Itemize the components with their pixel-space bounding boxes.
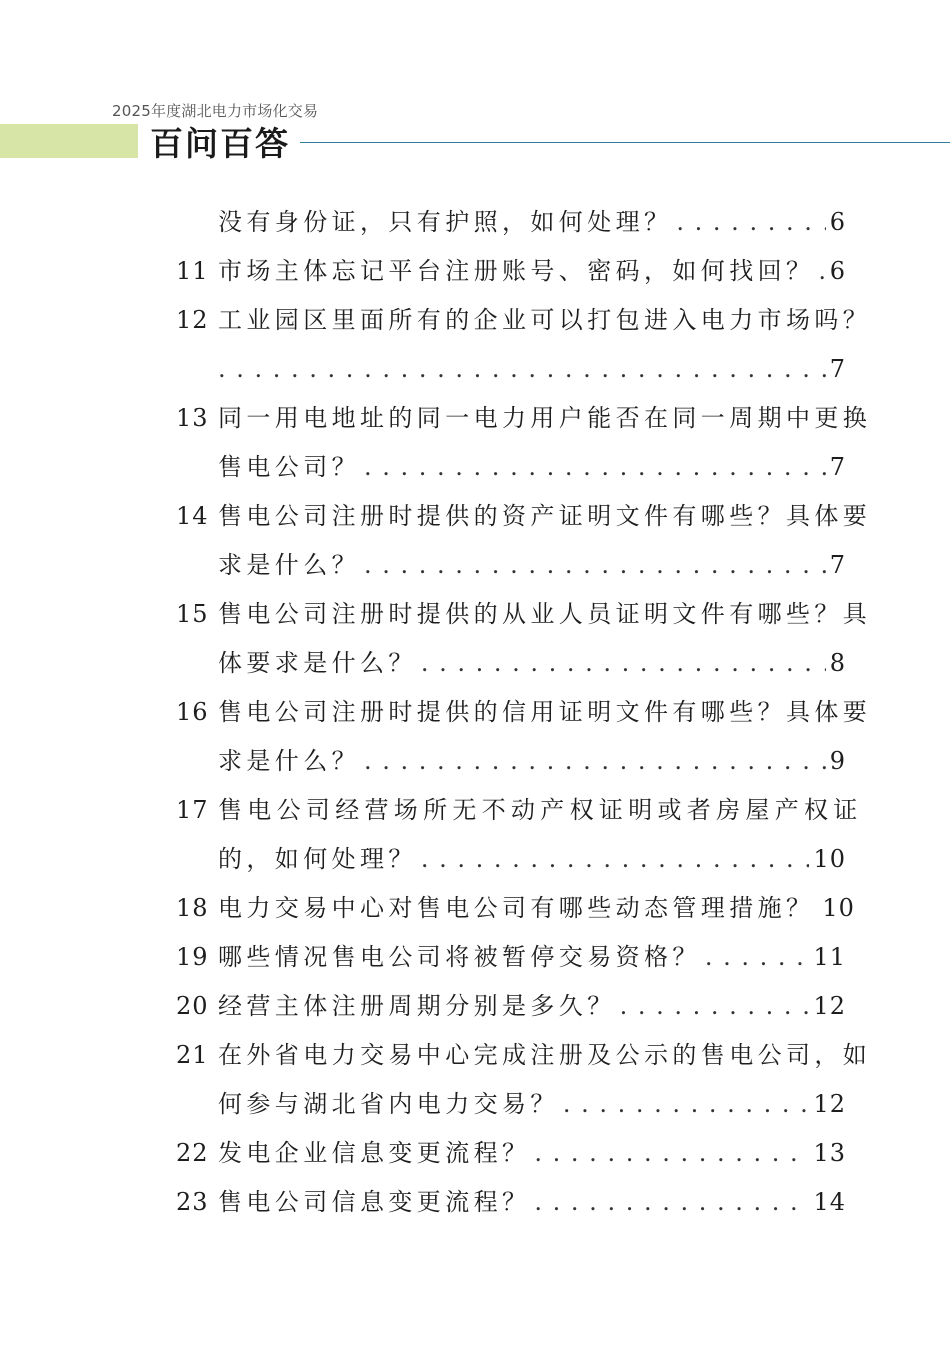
table-of-contents (176, 198, 872, 1227)
toc-page-number: 11 (813, 943, 846, 971)
toc-entry-18[interactable] (176, 884, 855, 933)
toc-leader-dots (534, 1129, 809, 1178)
header-subtitle: 2025年度湖北电力市场化交易 (112, 102, 319, 120)
toc-entry-text: 求是什么？ (218, 551, 360, 579)
toc-page-number: 13 (813, 1139, 846, 1167)
toc-entry-number: 12 (176, 306, 209, 334)
toc-leader-dots (421, 835, 810, 884)
toc-entry-number: 22 (176, 1139, 209, 1167)
toc-entry-12-leader[interactable] (176, 345, 846, 394)
toc-page-number: 10 (822, 894, 855, 922)
toc-leader-dots (421, 639, 826, 688)
toc-page-number: 9 (829, 747, 846, 775)
toc-entry-text: 售电公司注册时提供的从业人员证明文件有哪些？具 (218, 600, 872, 628)
toc-entry-13-cont[interactable] (176, 443, 846, 492)
toc-entry-21-cont[interactable] (176, 1080, 846, 1129)
toc-entry-number: 18 (176, 894, 209, 922)
header-accent-bar (0, 124, 138, 158)
toc-entry-15-cont[interactable] (176, 639, 846, 688)
toc-page-number: 6 (829, 208, 846, 236)
toc-leader-dots (676, 198, 825, 247)
toc-entry-14-cont[interactable] (176, 541, 846, 590)
toc-entry-16[interactable] (176, 688, 872, 737)
toc-entry-number: 20 (176, 992, 209, 1020)
toc-entry-text: 何参与湖北省内电力交易？ (218, 1090, 559, 1118)
toc-entry-text: 体要求是什么？ (218, 649, 417, 677)
toc-entry-number: 23 (176, 1188, 209, 1216)
toc-entry-text: 在外省电力交易中心完成注册及公示的售电公司，如 (218, 1041, 872, 1069)
toc-entry-text: 售电公司注册时提供的信用证明文件有哪些？具体要 (218, 698, 872, 726)
toc-entry-17[interactable] (176, 786, 863, 835)
toc-page-number: 7 (829, 453, 846, 481)
toc-entry-text: 市场主体忘记平台注册账号、密码，如何找回？ (218, 257, 815, 285)
toc-page-number: 12 (813, 1090, 846, 1118)
toc-leader-dots (818, 247, 825, 296)
toc-leader-dots (534, 1178, 809, 1227)
toc-entry-19[interactable] (176, 933, 846, 982)
toc-entry-12[interactable] (176, 296, 872, 345)
toc-entry-number: 14 (176, 502, 209, 530)
toc-entry-text: 哪些情况售电公司将被暂停交易资格？ (218, 943, 701, 971)
toc-entry-text: 没有身份证，只有护照，如何处理？ (218, 208, 673, 236)
toc-leader-dots (218, 345, 826, 394)
toc-entry-14[interactable] (176, 492, 872, 541)
toc-entry-number: 21 (176, 1041, 209, 1069)
toc-entry-number: 17 (176, 796, 209, 824)
toc-leader-dots (705, 933, 810, 982)
toc-page-number: 6 (829, 257, 846, 285)
toc-page-number: 8 (829, 649, 846, 677)
toc-entry-15[interactable] (176, 590, 872, 639)
toc-entry-13[interactable] (176, 394, 872, 443)
toc-leader-dots (364, 541, 826, 590)
toc-leader-dots (563, 1080, 810, 1129)
toc-entry-text: 售电公司信息变更流程？ (218, 1188, 531, 1216)
toc-entry-number: 13 (176, 404, 209, 432)
toc-page-number: 10 (813, 845, 846, 873)
toc-entry-11[interactable] (176, 247, 846, 296)
toc-entry-number: 19 (176, 943, 209, 971)
toc-entry-22[interactable] (176, 1129, 846, 1178)
toc-entry-text: 售电公司？ (218, 453, 360, 481)
toc-entry-text: 售电公司注册时提供的资产证明文件有哪些？具体要 (218, 502, 872, 530)
toc-leader-dots (364, 443, 826, 492)
toc-leader-dots (364, 737, 826, 786)
page-title: 百问百答 (150, 124, 290, 163)
toc-entry-text: 发电企业信息变更流程？ (218, 1139, 531, 1167)
toc-entry-16-cont[interactable] (176, 737, 846, 786)
toc-entry-number: 11 (176, 257, 209, 285)
toc-entry-10-continued[interactable] (176, 198, 846, 247)
toc-entry-20[interactable] (176, 982, 846, 1031)
toc-entry-text: 求是什么？ (218, 747, 360, 775)
toc-entry-text: 的，如何处理？ (218, 845, 417, 873)
toc-page-number: 14 (813, 1188, 846, 1216)
title-divider (300, 142, 950, 143)
toc-entry-number: 16 (176, 698, 209, 726)
toc-entry-23[interactable] (176, 1178, 846, 1227)
toc-entry-number: 15 (176, 600, 209, 628)
toc-page-number: 7 (829, 355, 846, 383)
toc-entry-text: 同一用电地址的同一电力用户能否在同一周期中更换 (218, 404, 872, 432)
toc-page-number: 12 (813, 992, 846, 1020)
toc-entry-text: 售电公司经营场所无不动产权证明或者房屋产权证 (218, 796, 863, 824)
toc-entry-17-cont[interactable] (176, 835, 846, 884)
toc-entry-21[interactable] (176, 1031, 872, 1080)
toc-entry-text: 工业园区里面所有的企业可以打包进入电力市场吗？ (218, 306, 872, 334)
toc-entry-text: 电力交易中心对售电公司有哪些动态管理措施？ (218, 894, 815, 922)
toc-entry-text: 经营主体注册周期分别是多久？ (218, 992, 616, 1020)
toc-leader-dots (620, 982, 810, 1031)
toc-page-number: 7 (829, 551, 846, 579)
